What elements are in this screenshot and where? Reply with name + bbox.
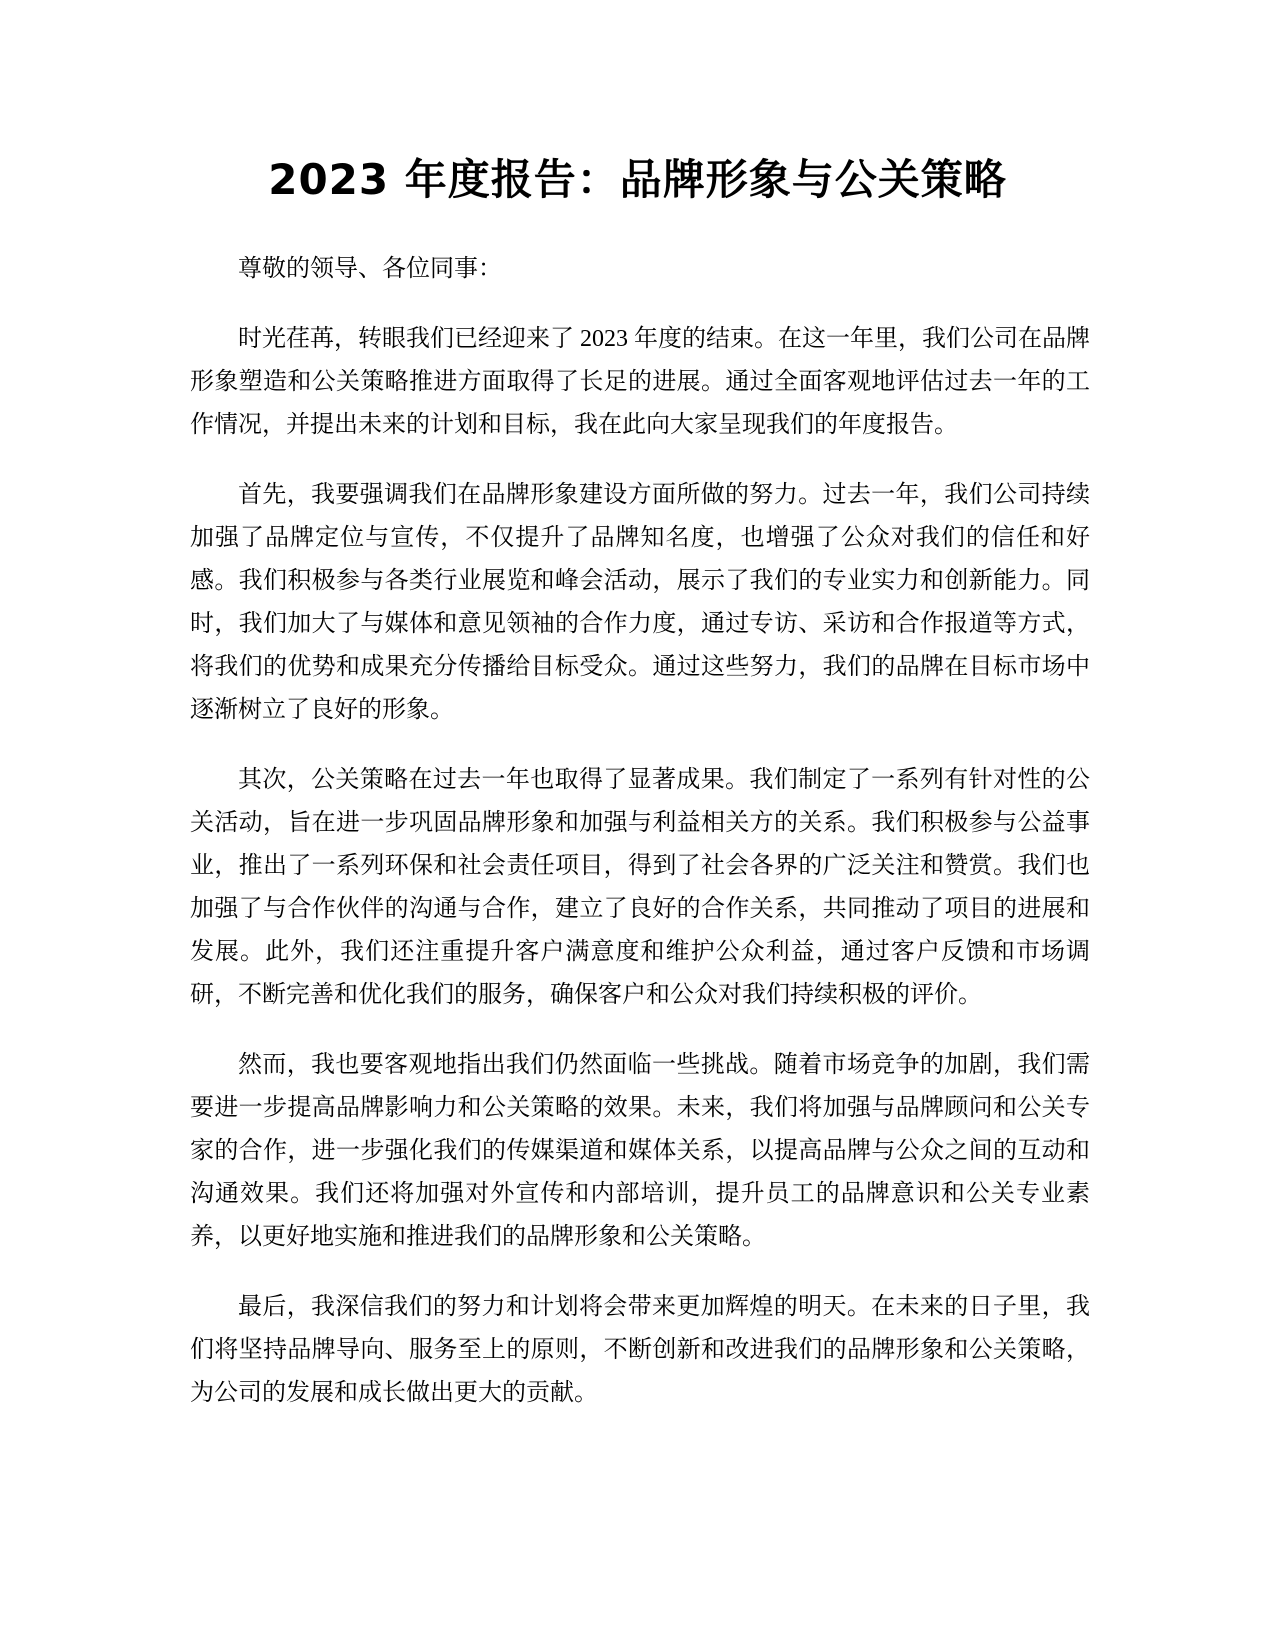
paragraph-challenges: 然而，我也要客观地指出我们仍然面临一些挑战。随着市场竞争的加剧，我们需要进一步提高品牌影响力和公关策略的效果。未来，我们将加强与品牌顾问和公关专家的合作，进一步强化我们的传媒渠道和媒体关系，以提高品牌与公众之间的互动和沟通效果。我们还将加强对外宣传和内部培训，提升员工的品牌意识和公关专业素养，以更好地实施和推进我们的品牌形象和公关策略。 [190,1052,1090,1250]
paragraph-pr-strategy: 其次，公关策略在过去一年也取得了显著成果。我们制定了一系列有针对性的公关活动，旨在进一步巩固品牌形象和加强与利益相关方的关系。我们积极参与公益事业，推出了一系列环保和社会责任项目，得到了社会各界的广泛关注和赞赏。我们也加强了与合作伙伴的沟通与合作，建立了良好的合作关系，共同推动了项目的进展和发展。此外，我们还注重提升客户满意度和维护公众利益，通过客户反馈和市场调研，不断完善和优化我们的服务，确保客户和公众对我们持续积极的评价。 [190,767,1090,1008]
paragraph-greeting: 尊敬的领导、各位同事： [238,256,502,282]
document-title: 2023 年度报告：品牌形象与公关策略 [268,155,1007,204]
document-body [190,248,1090,1442]
paragraph-intro: 时光荏苒，转眼我们已经迎来了 2023 年度的结束。在这一年里，我们公司在品牌形象塑造和公关策略推进方面取得了长足的进展。通过全面客观地评估过去一年的工作情况，并提出未来的计划和目标，我在此向大家呈现我们的年度报告。 [190,326,1090,438]
paragraph-conclusion: 最后，我深信我们的努力和计划将会带来更加辉煌的明天。在未来的日子里，我们将坚持品牌导向、服务至上的原则，不断创新和改进我们的品牌形象和公关策略，为公司的发展和成长做出更大的贡献。 [190,1294,1090,1406]
paragraph-brand-image: 首先，我要强调我们在品牌形象建设方面所做的努力。过去一年，我们公司持续加强了品牌定位与宣传，不仅提升了品牌知名度，也增强了公众对我们的信任和好感。我们积极参与各类行业展览和峰会活动，展示了我们的专业实力和创新能力。同时，我们加大了与媒体和意见领袖的合作力度，通过专访、采访和合作报道等方式，将我们的优势和成果充分传播给目标受众。通过这些努力，我们的品牌在目标市场中逐渐树立了良好的形象。 [190,482,1090,723]
